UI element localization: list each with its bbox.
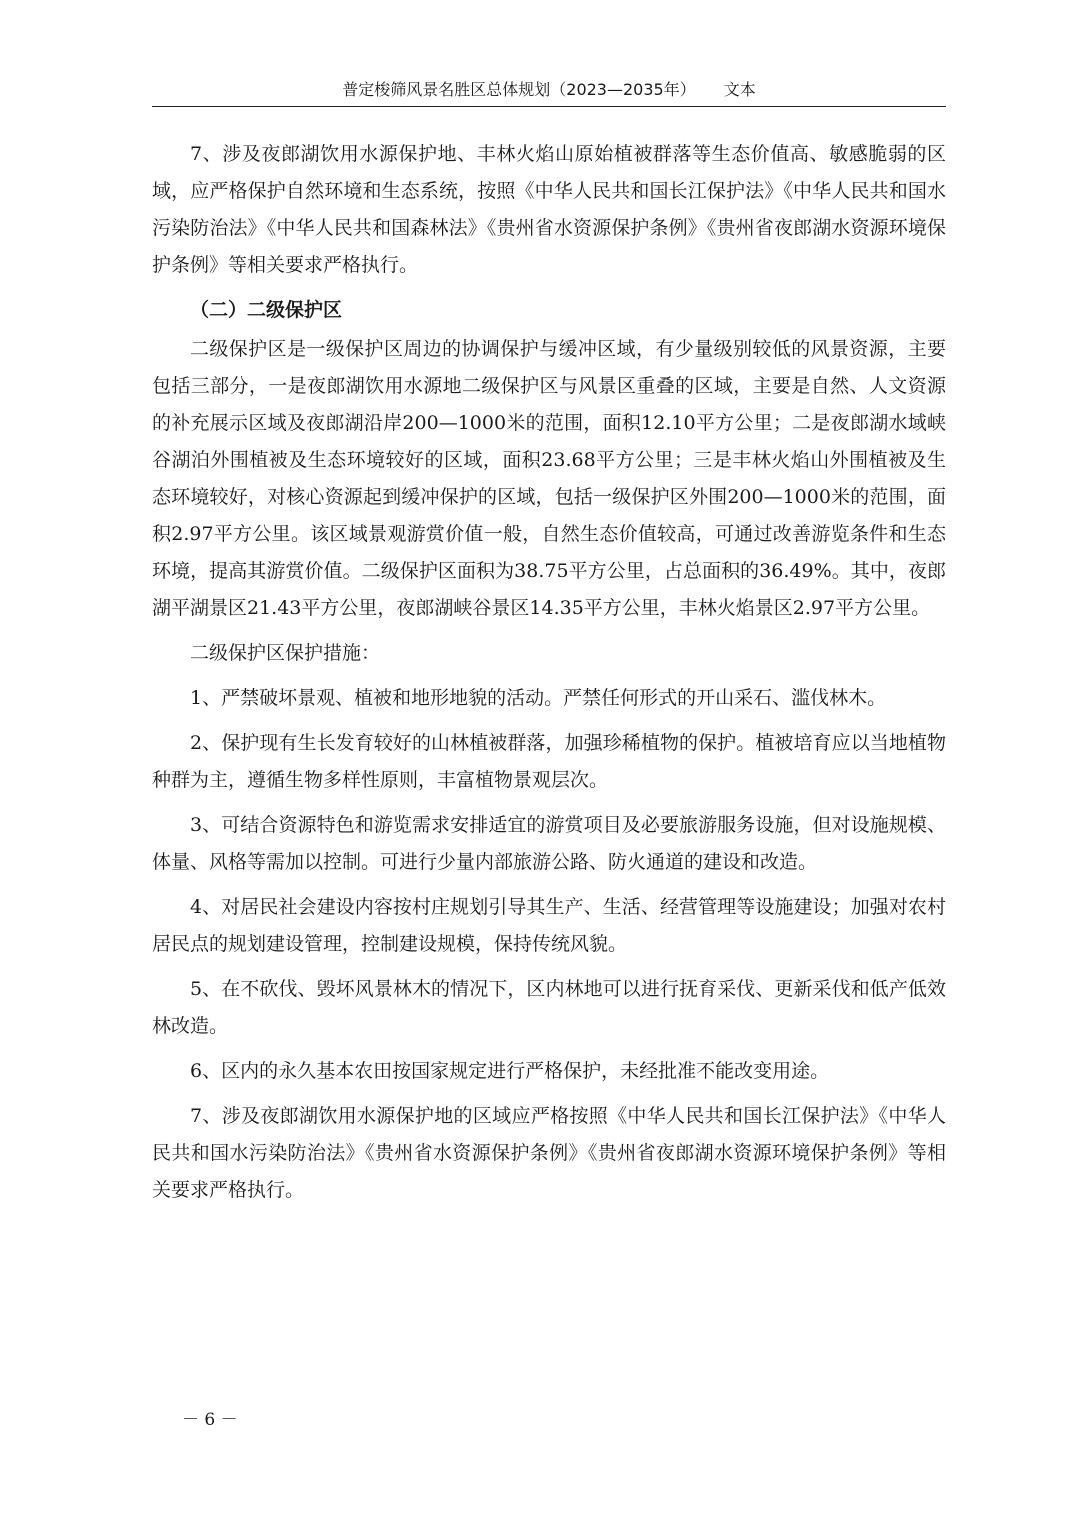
header-title: 普定梭筛风景名胜区总体规划（2023—2035年）	[342, 80, 696, 99]
document-body	[152, 136, 946, 1209]
measure-item-6: 6、区内的永久基本农田按国家规定进行严格保护，未经批准不能改变用途。	[190, 1060, 830, 1082]
paragraph-level2-description: 二级保护区是一级保护区周边的协调保护与缓冲区域，有少量级别较低的风景资源，主要包括三部分，一是夜郎湖饮用水源地二级保护区与风景区重叠的区域，主要是自然、人文资源的补充展示区域及夜郎湖沿岸200—1000米的范围，面积12.10平方公里；二是夜郎湖水域峡谷湖泊外围植被及生态环境较好的区域，面积23.68平方公里；三是丰林火焰山外围植被及生态环境较好，对核心资源起到缓冲保护的区域，包括一级保护区外围200—1000米的范围，面积2.97平方公里。该区域景观游赏价值一般，自然生态价值较高，可通过改善游览条件和生态环境，提高其游赏价值。二级保护区面积为38.75平方公里，占总面积的36.49%。其中，夜郎湖平湖景区21.43平方公里，夜郎湖峡谷景区14.35平方公里，丰林火焰景区2.97平方公里。	[152, 338, 946, 619]
section-heading-level2-zone: （二）二级保护区	[190, 299, 343, 321]
measure-item-2: 2、保护现有生长发育较好的山林植被群落，加强珍稀植物的保护。植被培育应以当地植物种群为主，遵循生物多样性原则，丰富植物景观层次。	[152, 732, 946, 791]
page-header	[152, 76, 946, 104]
paragraph-level1-item7: 7、涉及夜郎湖饮用水源保护地、丰林火焰山原始植被群落等生态价值高、敏感脆弱的区域，应严格保护自然环境和生态系统，按照《中华人民共和国长江保护法》《中华人民共和国水污染防治法》《中华人民共和国森林法》《贵州省水资源保护条例》《贵州省夜郎湖水资源环境保护条例》等相关要求严格执行。	[152, 143, 946, 276]
measure-item-7: 7、涉及夜郎湖饮用水源保护地的区域应严格按照《中华人民共和国长江保护法》《中华人民共和国水污染防治法》《贵州省水资源保护条例》《贵州省夜郎湖水资源环境保护条例》等相关要求严格执行。	[152, 1105, 946, 1201]
measure-item-5: 5、在不砍伐、毁坏风景林木的情况下，区内林地可以进行抚育采伐、更新采伐和低产低效林改造。	[152, 978, 946, 1037]
header-divider	[152, 106, 946, 107]
measures-title: 二级保护区保护措施：	[190, 642, 381, 664]
page-number: － 6 －	[182, 1410, 238, 1430]
measure-item-1: 1、严禁破坏景观、植被和地形地貌的活动。严禁任何形式的开山采石、滥伐林木。	[190, 687, 887, 709]
header-doc-type: 文本	[723, 80, 756, 99]
measure-item-4: 4、对居民社会建设内容按村庄规划引导其生产、生活、经营管理等设施建设；加强对农村居民点的规划建设管理，控制建设规模，保持传统风貌。	[152, 896, 946, 955]
measure-item-3: 3、可结合资源特色和游览需求安排适宜的游赏项目及必要旅游服务设施，但对设施规模、体量、风格等需加以控制。可进行少量内部旅游公路、防火通道的建设和改造。	[152, 814, 946, 873]
